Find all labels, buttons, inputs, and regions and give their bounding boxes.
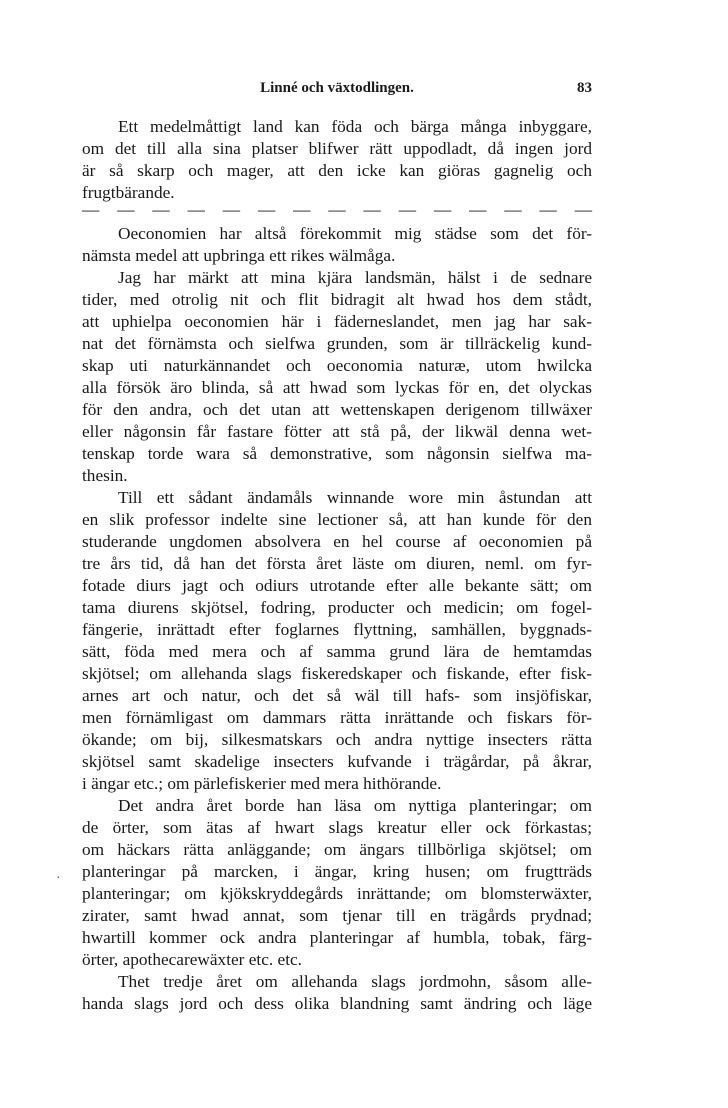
- text-line: tider, med otrolig nit och flit bidragit alt hwad hos dem stådt,: [82, 290, 592, 309]
- text-line: tre års tid, då han det första året läste om diuren, neml. om fyr-: [82, 554, 592, 573]
- text-line: Jag har märkt att mina kjära landsmän, hälst i de sednare: [118, 268, 592, 287]
- text-line: studerande ungdomen absolvera en hel course af oeconomien på: [82, 532, 592, 551]
- running-header: [82, 80, 592, 102]
- page-number: 83: [577, 80, 592, 96]
- text-line: zirater, samt hwad annat, som tjenar till en trägårds prydnad;: [82, 906, 592, 925]
- text-line: om det till alla sina platser blifwer rätt uppodladt, då ingen jord: [82, 139, 592, 158]
- text-line: nat det förnämsta och sielfwa grunden, som är tillräckelig kund-: [82, 334, 592, 353]
- text-line: för den andra, och det utan att wettenskapen derigenom tillwäxer: [82, 400, 592, 419]
- text-line: planteringar på marcken, i ängar, kring husen; om frugtträds: [82, 862, 592, 881]
- text-line: är så skarp och mager, att den icke kan giöras gagnelig och: [82, 161, 592, 180]
- text-line: om häckars rätta anläggande; om ängars tillbörliga skjötsel; om: [82, 840, 592, 859]
- text-line: nämsta medel att upbringa ett rikes wälmåga.: [82, 246, 396, 265]
- running-title: Linné och växtodlingen.: [260, 80, 414, 96]
- text-line: örter, apothecarewäxter etc. etc.: [82, 950, 302, 969]
- text-line: fotade diurs jagt och odiurs utrotande efter alle bekante sätt; om: [82, 576, 592, 595]
- text-line: Till ett sådant ändamåls winnande wore min åstundan att: [118, 488, 592, 507]
- text-line: frugtbärande.: [82, 183, 175, 202]
- text-line: tenskap torde wara så demonstrative, som någonsin sielfwa ma-: [82, 444, 592, 463]
- text-line: handa slags jord och dess olika blandning samt ändring och läge: [82, 994, 592, 1013]
- text-line: fängerie, inrättadt efter foglarnes flyttning, samhällen, byggnads-: [82, 620, 592, 639]
- text-line: alla försök äro blinda, så att hwad som lyckas för en, det olyckas: [82, 378, 592, 397]
- text-line: hwartill kommer ock andra planteringar af humbla, tobak, färg-: [82, 928, 592, 947]
- text-line: Oeconomien har altså förekommit mig städse som det för-: [118, 224, 592, 243]
- text-line: skjötsel; om allehanda slags fiskeredskaper och fiskande, efter fisk-: [82, 664, 592, 683]
- text-line: planteringar; om kjökskryddegårds inrättande; om blomsterwäxter,: [82, 884, 592, 903]
- text-line: Det andra året borde han läsa om nyttiga planteringar; om: [118, 796, 592, 815]
- margin-mark: ·: [56, 871, 61, 886]
- text-line: sätt, föda med mera och af samma grund lära de hemtamdas: [82, 642, 592, 661]
- text-line: arnes art och natur, och det så wäl till hafs- som insjöfiskar,: [82, 686, 592, 705]
- section-separator: — — — — — — — — — — — — — — —: [82, 200, 592, 219]
- text-line: Ett medelmåttigt land kan föda och bärga många inbyggare,: [118, 117, 592, 136]
- text-line: skap uti naturkännandet och oeconomia naturæ, utom hwilcka: [82, 356, 592, 375]
- text-line: en slik professor indelte sine lectioner så, att han kunde för den: [82, 510, 592, 529]
- text-line: Thet tredje året om allehanda slags jordmohn, såsom alle-: [118, 972, 592, 991]
- text-line: i ängar etc.; om pärlefiskerier med mera hithörande.: [82, 774, 442, 793]
- text-line: att uphielpa oeconomien här i fäderneslandet, men jag har sak-: [82, 312, 592, 331]
- text-line: tama diurens skjötsel, fodring, producter och medicin; om fogel-: [82, 598, 592, 617]
- text-line: men förnämligast om dammars rätta inrättande och fiskars för-: [82, 708, 592, 727]
- text-line: skjötsel samt skadelige insecters kufvande i trägårdar, på åkrar,: [82, 752, 592, 771]
- text-line: thesin.: [82, 466, 128, 485]
- text-line: eller någonsin får fastare fötter att stå på, der likwäl denna wet-: [82, 422, 592, 441]
- text-line: de örter, som ätas af hwart slags kreatur eller ock förkastas;: [82, 818, 592, 837]
- text-line: ökande; om bij, silkesmatskars och andra nyttige insecters rätta: [82, 730, 592, 749]
